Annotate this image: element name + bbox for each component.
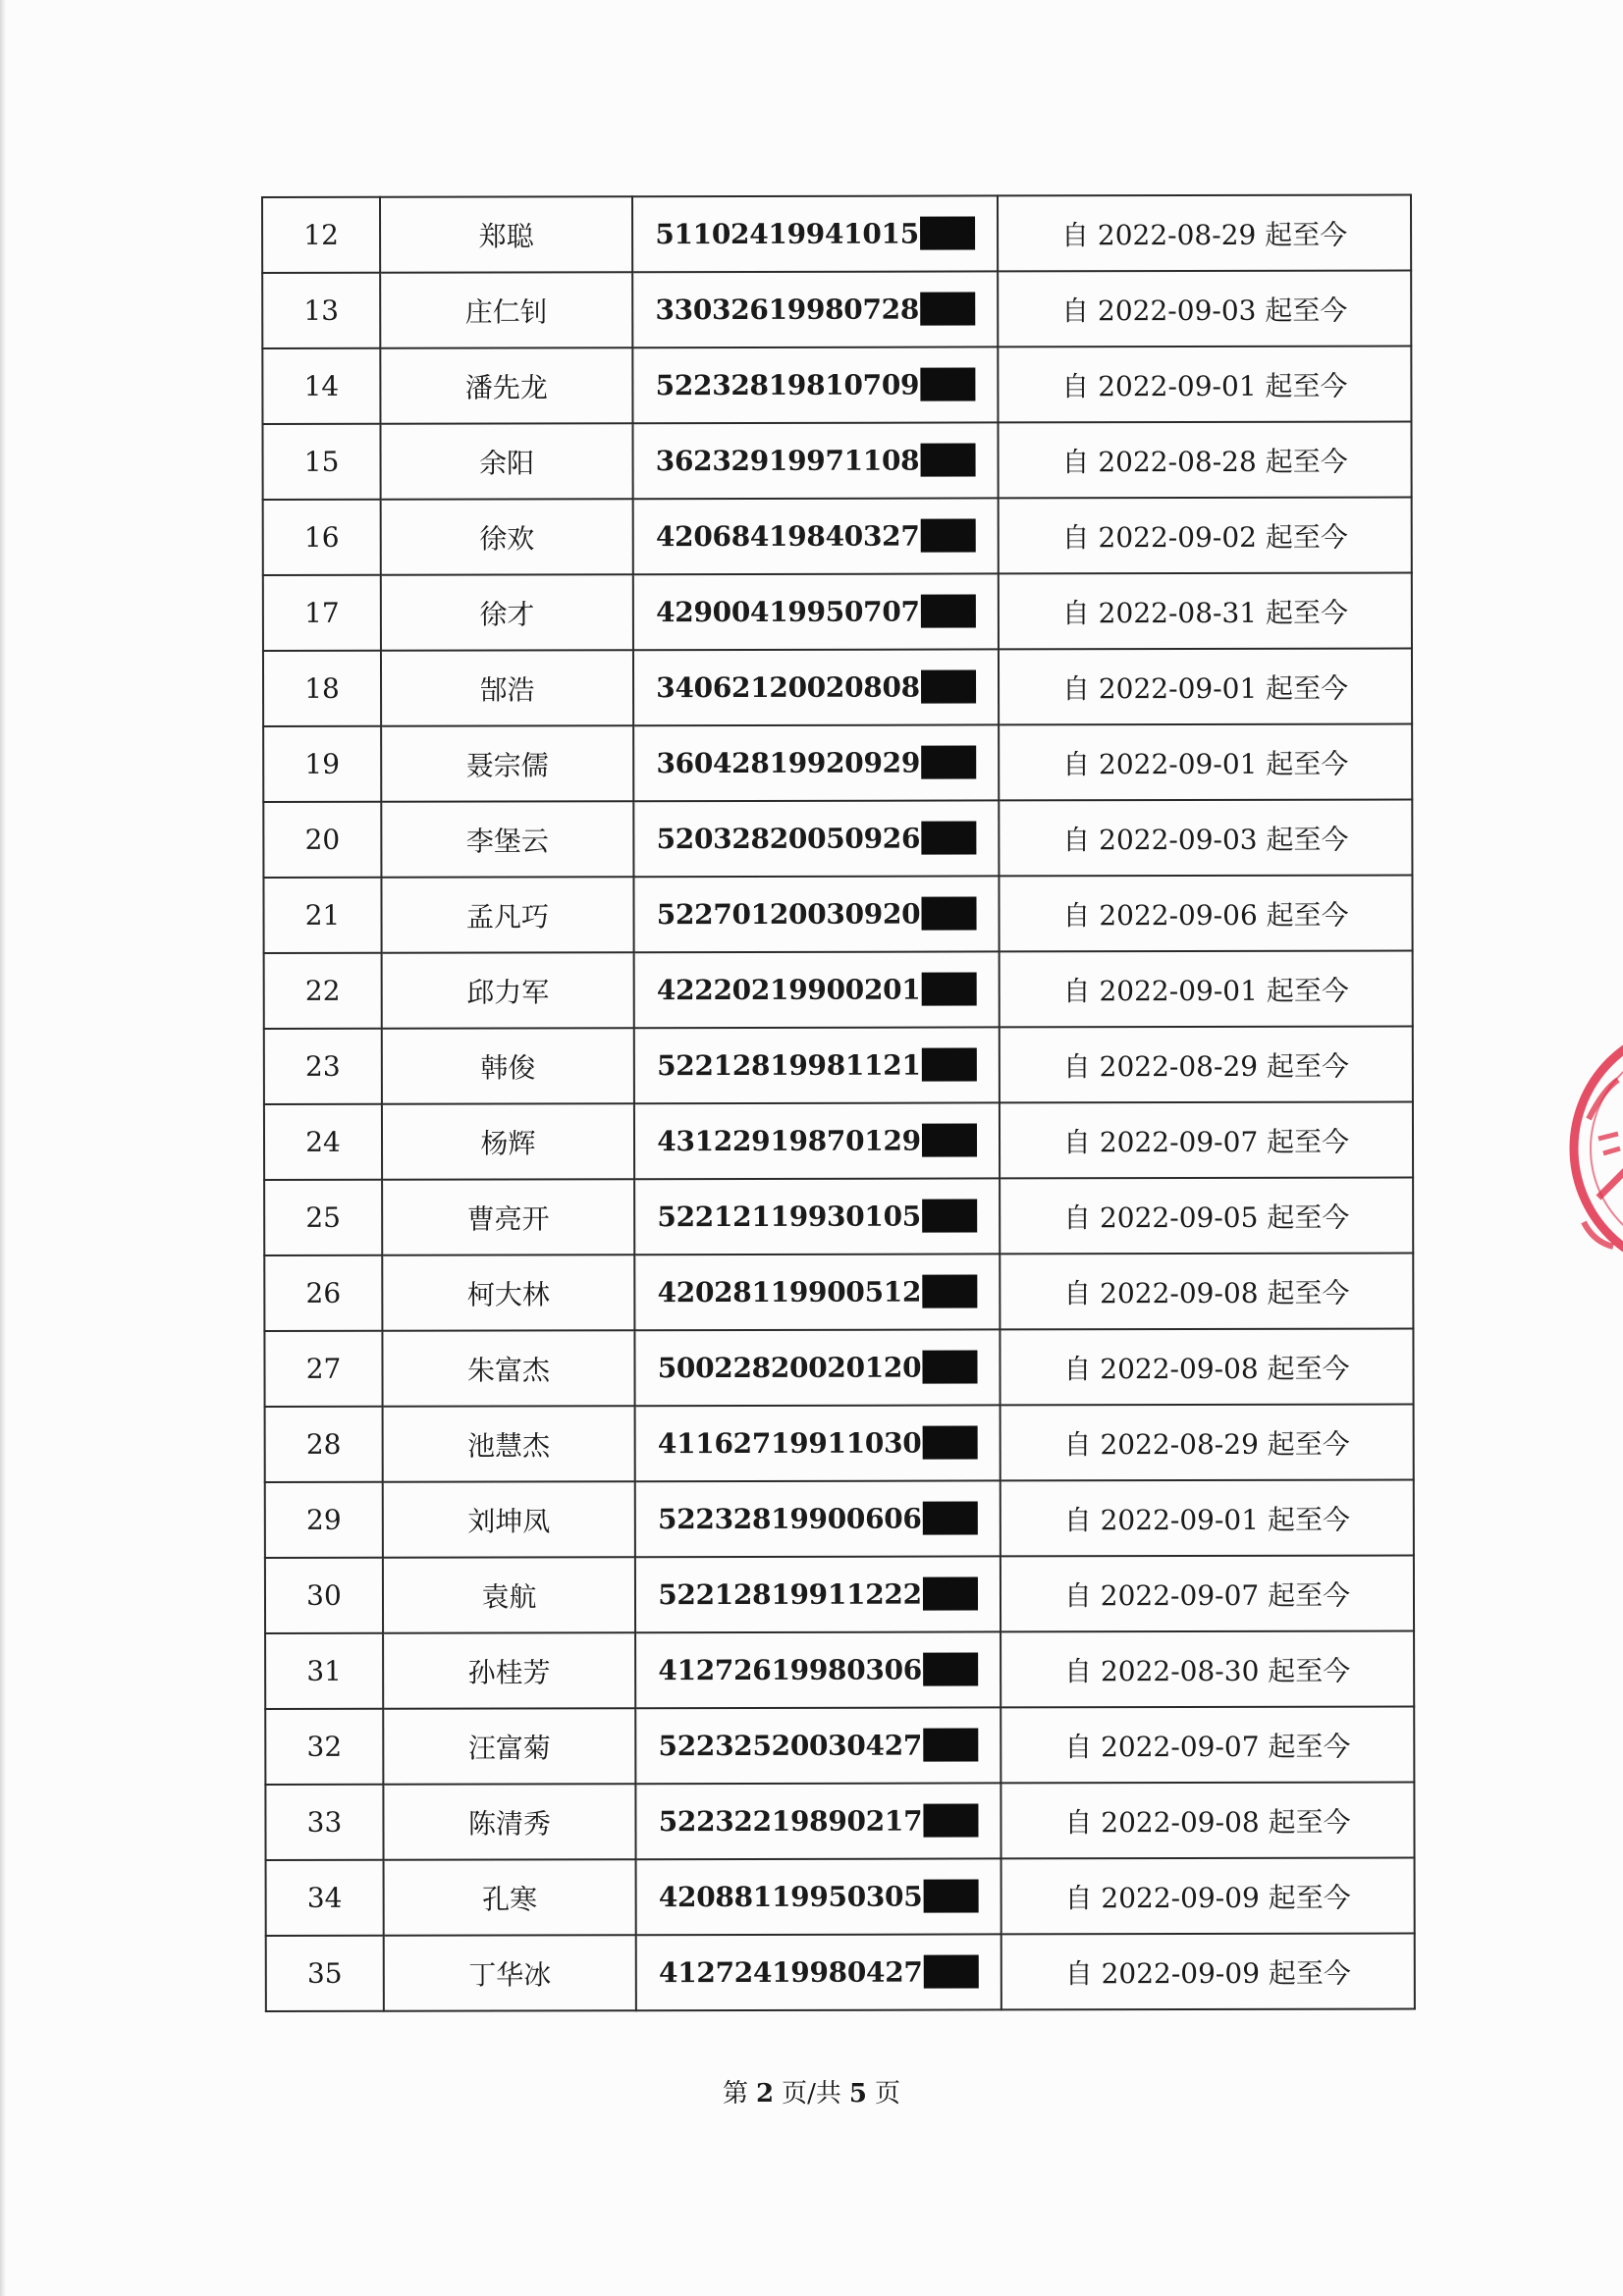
table-row [265,1405,1414,1482]
employee-name-cell: 柯大林 [382,1255,634,1331]
id-number-cell [636,1858,1001,1935]
employee-name-cell: 韩俊 [382,1028,634,1104]
row-number-cell: 28 [265,1407,383,1482]
employment-period-cell: 自 2022-09-07 起至今 [1000,1102,1413,1179]
id-number-visible-digits: 41162719911030 [657,1426,922,1460]
id-number-cell [632,271,998,347]
redaction-block [923,1502,978,1535]
id-number-cell [634,1254,1000,1330]
table-row [263,724,1412,802]
table-row [264,1102,1413,1180]
current-page-number: 2 [756,2079,775,2109]
employment-period-cell: 自 2022-09-08 起至今 [1000,1329,1413,1406]
id-number-visible-digits: 52232819810709 [655,368,920,401]
row-number-cell: 27 [264,1331,382,1407]
id-number-visible-digits: 34062120020808 [656,670,920,704]
employee-name-cell: 刘坤凤 [383,1481,635,1558]
redaction-block [924,1955,979,1989]
redaction-block [920,293,975,326]
table-row [263,649,1412,726]
employment-period-cell: 自 2022-08-28 起至今 [998,422,1411,499]
row-number-cell: 24 [264,1104,382,1180]
id-number-cell [633,800,999,877]
redaction-block [923,1729,978,1762]
row-number-cell: 32 [265,1709,383,1785]
employment-period-cell: 自 2022-08-29 起至今 [998,195,1411,272]
table-row [264,951,1413,1029]
redaction-block [923,1577,978,1611]
redaction-block [920,217,975,250]
footer-prefix: 第 [723,2079,749,2109]
employee-name-cell: 孔寒 [384,1859,636,1936]
employee-name-cell: 孟凡巧 [381,877,633,953]
row-number-cell: 13 [262,273,380,348]
id-number-visible-digits: 52212119930105 [657,1200,921,1233]
footer-suffix: 页 [874,2079,900,2109]
id-number-visible-digits: 52232520030427 [658,1729,923,1762]
row-number-cell: 15 [262,424,380,500]
id-number-cell [636,1934,1001,2010]
id-number-cell [634,1329,1000,1406]
redaction-block [922,1426,977,1460]
employee-name-cell: 孙桂芳 [383,1632,635,1709]
redaction-block [923,1653,978,1686]
table-row [264,1254,1413,1331]
row-number-cell: 12 [262,197,380,273]
employment-period-cell: 自 2022-09-02 起至今 [999,498,1412,574]
employment-period-cell: 自 2022-08-30 起至今 [1001,1631,1414,1708]
id-number-visible-digits: 42068419840327 [655,519,920,553]
table-row [264,1027,1413,1104]
redaction-block [921,822,976,855]
id-number-cell [634,1102,1000,1179]
id-number-visible-digits: 51102419941015 [655,217,919,250]
row-number-cell: 23 [264,1029,382,1104]
id-number-visible-digits: 36232919971108 [655,444,920,477]
employee-name-cell: 余阳 [380,423,632,500]
table-row [264,1329,1413,1407]
row-number-cell: 35 [266,1936,384,2011]
id-number-cell [633,498,999,574]
id-number-visible-digits: 36042819920929 [656,746,921,779]
redaction-block [921,973,976,1006]
table-row [266,1934,1415,2011]
employee-name-cell: 聂宗儒 [381,725,633,802]
table-row [265,1707,1414,1785]
employment-period-cell: 自 2022-09-05 起至今 [1000,1178,1413,1255]
employee-name-cell: 陈清秀 [383,1784,635,1860]
row-number-cell: 29 [265,1482,383,1558]
row-number-cell: 33 [265,1785,383,1860]
table-row [262,195,1411,273]
id-number-visible-digits: 52212819911222 [658,1577,922,1611]
row-number-cell: 16 [263,500,381,575]
employment-period-cell: 自 2022-09-01 起至今 [999,724,1412,801]
row-number-cell: 26 [264,1255,382,1331]
id-number-cell [632,347,998,423]
employee-name-cell: 汪富菊 [383,1708,635,1785]
employee-name-cell: 袁航 [383,1557,635,1633]
id-number-cell [634,951,1000,1028]
table-row [263,498,1412,575]
redaction-block [922,1275,977,1308]
employment-period-cell: 自 2022-09-03 起至今 [998,271,1411,347]
employee-name-cell: 曹亮开 [382,1179,634,1255]
id-number-visible-digits: 42900419950707 [656,595,920,628]
redaction-block [923,1804,978,1838]
id-number-cell [633,724,999,801]
redaction-block [921,670,976,704]
id-number-visible-digits: 52232819900606 [658,1502,922,1535]
id-number-cell [632,195,998,272]
employee-name-cell: 徐欢 [381,499,633,575]
id-number-visible-digits: 41272619980306 [658,1653,922,1686]
employment-period-cell: 自 2022-09-08 起至今 [1001,1783,1414,1859]
employment-period-cell: 自 2022-09-07 起至今 [1001,1556,1414,1632]
row-number-cell: 22 [264,953,382,1029]
id-number-visible-digits: 52232219890217 [658,1804,923,1838]
scan-edge-shadow [0,0,6,2296]
table-row [262,271,1411,348]
row-number-cell: 17 [263,575,381,651]
employment-period-cell: 自 2022-09-01 起至今 [998,347,1411,423]
table-row [266,1858,1415,1936]
employment-period-cell: 自 2022-09-06 起至今 [999,876,1412,952]
row-number-cell: 31 [265,1633,383,1709]
employee-name-cell: 潘先龙 [380,347,632,424]
id-number-cell [635,1556,1001,1632]
redaction-block [921,897,976,931]
id-number-visible-digits: 33032619980728 [655,293,920,326]
id-number-visible-digits: 52032820050926 [656,822,921,855]
row-number-cell: 21 [263,878,381,953]
id-number-cell [635,1631,1001,1708]
id-number-cell [634,1178,1000,1255]
id-number-visible-digits: 42088119950305 [658,1880,923,1913]
employee-name-cell: 郑聪 [380,196,632,273]
employee-name-cell: 郜浩 [381,650,633,726]
redaction-block [921,595,976,628]
employee-name-cell: 庄仁钊 [380,272,632,348]
redaction-block [920,519,975,553]
table-row [262,347,1411,424]
table-row [262,422,1411,500]
redaction-block [921,746,976,779]
employment-period-cell: 自 2022-08-29 起至今 [1000,1027,1413,1103]
employment-period-cell: 自 2022-09-01 起至今 [1000,951,1413,1028]
id-number-cell [633,649,999,725]
roster-table-body [262,195,1415,2011]
row-number-cell: 14 [262,348,380,424]
id-number-visible-digits: 42220219900201 [656,973,921,1006]
row-number-cell: 19 [263,726,381,802]
employee-name-cell: 李堡云 [381,801,633,878]
row-number-cell: 18 [263,651,381,726]
redaction-block [920,444,975,477]
employment-period-cell: 自 2022-09-08 起至今 [1000,1254,1413,1330]
id-number-visible-digits: 41272419980427 [658,1955,923,1989]
id-number-cell [635,1707,1001,1784]
redaction-block [922,1124,977,1157]
employment-period-cell: 自 2022-08-29 起至今 [1001,1405,1414,1481]
employee-name-cell: 朱富杰 [382,1330,634,1407]
redaction-block [923,1880,978,1913]
row-number-cell: 20 [263,802,381,878]
id-number-cell [633,876,999,952]
employment-period-cell: 自 2022-09-01 起至今 [1001,1480,1414,1557]
red-seal-stamp [1559,1011,1623,1286]
employee-name-cell: 丁华冰 [384,1935,636,2011]
employee-name-cell: 池慧杰 [383,1406,635,1482]
id-number-visible-digits: 50022820020120 [657,1351,922,1384]
id-number-cell [632,422,998,499]
page-footer [0,2073,1623,2109]
table-row [263,573,1412,651]
id-number-visible-digits: 43122919870129 [657,1124,921,1157]
id-number-cell [635,1783,1001,1859]
employee-name-cell: 徐才 [381,574,633,651]
id-number-visible-digits: 52270120030920 [656,897,921,931]
table-row [265,1783,1414,1860]
id-number-cell [633,573,999,650]
employment-period-cell: 自 2022-09-09 起至今 [1001,1858,1415,1935]
table-row [264,1178,1413,1255]
employment-period-cell: 自 2022-09-03 起至今 [999,800,1412,877]
id-number-visible-digits: 52212819981121 [657,1048,921,1082]
employee-name-cell: 杨辉 [382,1103,634,1180]
employment-period-cell: 自 2022-08-31 起至今 [999,573,1412,650]
total-pages-number: 5 [848,2079,867,2109]
row-number-cell: 25 [264,1180,382,1255]
table-row [265,1631,1414,1709]
table-row [265,1556,1414,1633]
table-row [265,1480,1414,1558]
redaction-block [920,368,975,401]
redaction-block [922,1200,977,1233]
employee-roster-table [261,194,1416,2012]
table-row [263,876,1412,953]
redaction-block [922,1351,977,1384]
row-number-cell: 30 [265,1558,383,1633]
employment-period-cell: 自 2022-09-07 起至今 [1001,1707,1414,1784]
employment-period-cell: 自 2022-09-09 起至今 [1001,1934,1415,2010]
table-row [263,800,1412,878]
footer-middle: 页/共 [782,2079,841,2109]
id-number-visible-digits: 42028119900512 [657,1275,922,1308]
id-number-cell [635,1405,1001,1481]
row-number-cell: 34 [266,1860,384,1936]
employment-period-cell: 自 2022-09-01 起至今 [999,649,1412,725]
id-number-cell [634,1027,1000,1103]
id-number-cell [635,1480,1001,1557]
employee-name-cell: 邱力军 [382,952,634,1029]
redaction-block [922,1048,977,1082]
